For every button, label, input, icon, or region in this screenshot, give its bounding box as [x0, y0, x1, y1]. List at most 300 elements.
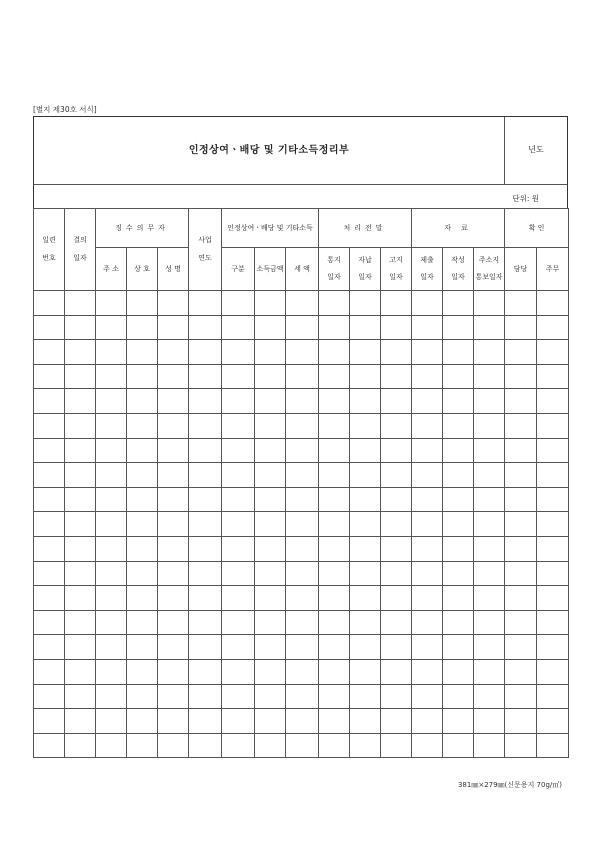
- entry-cell[interactable]: [189, 561, 222, 586]
- entry-cell[interactable]: [158, 340, 189, 365]
- entry-cell[interactable]: [505, 463, 537, 488]
- entry-cell[interactable]: [412, 487, 443, 512]
- entry-cell[interactable]: [65, 635, 96, 660]
- entry-cell[interactable]: [505, 438, 537, 463]
- entry-cell[interactable]: [65, 512, 96, 537]
- entry-cell[interactable]: [474, 413, 505, 438]
- entry-cell[interactable]: [474, 487, 505, 512]
- entry-cell[interactable]: [474, 512, 505, 537]
- entry-cell[interactable]: [34, 512, 65, 537]
- entry-cell[interactable]: [127, 413, 158, 438]
- entry-cell[interactable]: [189, 610, 222, 635]
- entry-cell[interactable]: [96, 659, 127, 684]
- entry-cell[interactable]: [127, 733, 158, 758]
- entry-cell[interactable]: [255, 389, 286, 414]
- entry-cell[interactable]: [381, 364, 412, 389]
- entry-cell[interactable]: [443, 586, 474, 611]
- entry-cell[interactable]: [443, 635, 474, 660]
- entry-cell[interactable]: [443, 659, 474, 684]
- entry-cell[interactable]: [96, 586, 127, 611]
- entry-cell[interactable]: [381, 315, 412, 340]
- entry-cell[interactable]: [350, 610, 381, 635]
- entry-cell[interactable]: [222, 389, 255, 414]
- entry-cell[interactable]: [158, 659, 189, 684]
- entry-cell[interactable]: [65, 364, 96, 389]
- entry-cell[interactable]: [255, 709, 286, 734]
- entry-cell[interactable]: [158, 463, 189, 488]
- entry-cell[interactable]: [286, 364, 319, 389]
- entry-cell[interactable]: [443, 561, 474, 586]
- entry-cell[interactable]: [189, 438, 222, 463]
- entry-cell[interactable]: [350, 463, 381, 488]
- entry-cell[interactable]: [34, 536, 65, 561]
- entry-cell[interactable]: [65, 684, 96, 709]
- entry-cell[interactable]: [189, 709, 222, 734]
- entry-cell[interactable]: [34, 340, 65, 365]
- entry-cell[interactable]: [443, 536, 474, 561]
- entry-cell[interactable]: [537, 536, 569, 561]
- entry-cell[interactable]: [65, 610, 96, 635]
- entry-cell[interactable]: [443, 512, 474, 537]
- entry-cell[interactable]: [34, 659, 65, 684]
- entry-cell[interactable]: [319, 315, 350, 340]
- entry-cell[interactable]: [537, 709, 569, 734]
- entry-cell[interactable]: [381, 684, 412, 709]
- entry-cell[interactable]: [319, 512, 350, 537]
- entry-cell[interactable]: [222, 315, 255, 340]
- entry-cell[interactable]: [381, 586, 412, 611]
- entry-cell[interactable]: [319, 340, 350, 365]
- entry-cell[interactable]: [96, 635, 127, 660]
- entry-cell[interactable]: [443, 610, 474, 635]
- entry-cell[interactable]: [319, 364, 350, 389]
- entry-cell[interactable]: [474, 684, 505, 709]
- year-cell[interactable]: [504, 117, 567, 185]
- entry-cell[interactable]: [65, 586, 96, 611]
- entry-cell[interactable]: [474, 463, 505, 488]
- entry-cell[interactable]: [189, 315, 222, 340]
- entry-cell[interactable]: [286, 487, 319, 512]
- entry-cell[interactable]: [537, 389, 569, 414]
- entry-cell[interactable]: [158, 512, 189, 537]
- entry-cell[interactable]: [96, 364, 127, 389]
- entry-cell[interactable]: [255, 635, 286, 660]
- entry-cell[interactable]: [286, 586, 319, 611]
- entry-cell[interactable]: [255, 561, 286, 586]
- entry-cell[interactable]: [34, 413, 65, 438]
- entry-cell[interactable]: [474, 340, 505, 365]
- entry-cell[interactable]: [255, 610, 286, 635]
- entry-cell[interactable]: [222, 709, 255, 734]
- entry-cell[interactable]: [474, 438, 505, 463]
- entry-cell[interactable]: [319, 659, 350, 684]
- entry-cell[interactable]: [319, 733, 350, 758]
- entry-cell[interactable]: [381, 561, 412, 586]
- entry-cell[interactable]: [319, 291, 350, 316]
- entry-cell[interactable]: [350, 733, 381, 758]
- entry-cell[interactable]: [222, 364, 255, 389]
- entry-cell[interactable]: [350, 512, 381, 537]
- entry-cell[interactable]: [65, 536, 96, 561]
- entry-cell[interactable]: [255, 364, 286, 389]
- entry-cell[interactable]: [381, 610, 412, 635]
- entry-cell[interactable]: [319, 413, 350, 438]
- entry-cell[interactable]: [443, 389, 474, 414]
- entry-cell[interactable]: [96, 389, 127, 414]
- entry-cell[interactable]: [286, 659, 319, 684]
- entry-cell[interactable]: [505, 561, 537, 586]
- entry-cell[interactable]: [34, 709, 65, 734]
- entry-cell[interactable]: [505, 291, 537, 316]
- entry-cell[interactable]: [474, 659, 505, 684]
- entry-cell[interactable]: [127, 463, 158, 488]
- entry-cell[interactable]: [158, 709, 189, 734]
- entry-cell[interactable]: [127, 438, 158, 463]
- entry-cell[interactable]: [255, 659, 286, 684]
- entry-cell[interactable]: [381, 487, 412, 512]
- entry-cell[interactable]: [412, 561, 443, 586]
- entry-cell[interactable]: [255, 438, 286, 463]
- entry-cell[interactable]: [65, 389, 96, 414]
- entry-cell[interactable]: [96, 709, 127, 734]
- entry-cell[interactable]: [474, 315, 505, 340]
- entry-cell[interactable]: [474, 610, 505, 635]
- entry-cell[interactable]: [189, 733, 222, 758]
- entry-cell[interactable]: [222, 463, 255, 488]
- entry-cell[interactable]: [412, 610, 443, 635]
- entry-cell[interactable]: [505, 659, 537, 684]
- entry-cell[interactable]: [537, 659, 569, 684]
- entry-cell[interactable]: [65, 463, 96, 488]
- entry-cell[interactable]: [286, 561, 319, 586]
- entry-cell[interactable]: [350, 659, 381, 684]
- entry-cell[interactable]: [158, 487, 189, 512]
- entry-cell[interactable]: [350, 389, 381, 414]
- entry-cell[interactable]: [34, 438, 65, 463]
- entry-cell[interactable]: [412, 389, 443, 414]
- entry-cell[interactable]: [127, 315, 158, 340]
- entry-cell[interactable]: [127, 512, 158, 537]
- entry-cell[interactable]: [537, 586, 569, 611]
- entry-cell[interactable]: [505, 635, 537, 660]
- entry-cell[interactable]: [286, 635, 319, 660]
- entry-cell[interactable]: [127, 561, 158, 586]
- entry-cell[interactable]: [412, 463, 443, 488]
- entry-cell[interactable]: [34, 487, 65, 512]
- entry-cell[interactable]: [443, 291, 474, 316]
- entry-cell[interactable]: [537, 512, 569, 537]
- entry-cell[interactable]: [127, 487, 158, 512]
- entry-cell[interactable]: [319, 709, 350, 734]
- entry-cell[interactable]: [443, 413, 474, 438]
- entry-cell[interactable]: [381, 536, 412, 561]
- entry-cell[interactable]: [505, 487, 537, 512]
- entry-cell[interactable]: [319, 389, 350, 414]
- entry-cell[interactable]: [350, 438, 381, 463]
- entry-cell[interactable]: [255, 733, 286, 758]
- entry-cell[interactable]: [34, 586, 65, 611]
- entry-cell[interactable]: [537, 340, 569, 365]
- entry-cell[interactable]: [537, 610, 569, 635]
- entry-cell[interactable]: [222, 487, 255, 512]
- entry-cell[interactable]: [474, 709, 505, 734]
- entry-cell[interactable]: [505, 733, 537, 758]
- entry-cell[interactable]: [412, 586, 443, 611]
- entry-cell[interactable]: [505, 512, 537, 537]
- entry-cell[interactable]: [412, 364, 443, 389]
- entry-cell[interactable]: [381, 340, 412, 365]
- entry-cell[interactable]: [381, 709, 412, 734]
- entry-cell[interactable]: [127, 389, 158, 414]
- entry-cell[interactable]: [127, 364, 158, 389]
- entry-cell[interactable]: [127, 709, 158, 734]
- entry-cell[interactable]: [537, 684, 569, 709]
- entry-cell[interactable]: [286, 536, 319, 561]
- entry-cell[interactable]: [350, 586, 381, 611]
- entry-cell[interactable]: [319, 438, 350, 463]
- entry-cell[interactable]: [286, 340, 319, 365]
- entry-cell[interactable]: [65, 315, 96, 340]
- entry-cell[interactable]: [34, 561, 65, 586]
- entry-cell[interactable]: [443, 463, 474, 488]
- entry-cell[interactable]: [158, 438, 189, 463]
- entry-cell[interactable]: [286, 438, 319, 463]
- entry-cell[interactable]: [350, 684, 381, 709]
- entry-cell[interactable]: [222, 340, 255, 365]
- entry-cell[interactable]: [286, 709, 319, 734]
- entry-cell[interactable]: [474, 364, 505, 389]
- entry-cell[interactable]: [443, 315, 474, 340]
- entry-cell[interactable]: [96, 512, 127, 537]
- entry-cell[interactable]: [255, 340, 286, 365]
- entry-cell[interactable]: [537, 291, 569, 316]
- entry-cell[interactable]: [537, 364, 569, 389]
- entry-cell[interactable]: [96, 536, 127, 561]
- entry-cell[interactable]: [319, 463, 350, 488]
- entry-cell[interactable]: [319, 561, 350, 586]
- entry-cell[interactable]: [255, 586, 286, 611]
- entry-cell[interactable]: [537, 463, 569, 488]
- entry-cell[interactable]: [158, 536, 189, 561]
- entry-cell[interactable]: [34, 315, 65, 340]
- entry-cell[interactable]: [158, 413, 189, 438]
- entry-cell[interactable]: [505, 389, 537, 414]
- entry-cell[interactable]: [319, 684, 350, 709]
- entry-cell[interactable]: [96, 463, 127, 488]
- entry-cell[interactable]: [537, 438, 569, 463]
- entry-cell[interactable]: [189, 364, 222, 389]
- entry-cell[interactable]: [412, 291, 443, 316]
- entry-cell[interactable]: [127, 291, 158, 316]
- entry-cell[interactable]: [443, 487, 474, 512]
- entry-cell[interactable]: [286, 684, 319, 709]
- entry-cell[interactable]: [412, 315, 443, 340]
- entry-cell[interactable]: [127, 684, 158, 709]
- entry-cell[interactable]: [505, 610, 537, 635]
- entry-cell[interactable]: [255, 291, 286, 316]
- entry-cell[interactable]: [222, 413, 255, 438]
- entry-cell[interactable]: [255, 487, 286, 512]
- entry-cell[interactable]: [65, 340, 96, 365]
- entry-cell[interactable]: [474, 561, 505, 586]
- entry-cell[interactable]: [222, 586, 255, 611]
- entry-cell[interactable]: [158, 364, 189, 389]
- entry-cell[interactable]: [412, 438, 443, 463]
- entry-cell[interactable]: [189, 389, 222, 414]
- entry-cell[interactable]: [319, 536, 350, 561]
- entry-cell[interactable]: [474, 586, 505, 611]
- entry-cell[interactable]: [158, 684, 189, 709]
- entry-cell[interactable]: [189, 635, 222, 660]
- entry-cell[interactable]: [412, 413, 443, 438]
- entry-cell[interactable]: [65, 438, 96, 463]
- entry-cell[interactable]: [34, 463, 65, 488]
- entry-cell[interactable]: [255, 463, 286, 488]
- entry-cell[interactable]: [96, 610, 127, 635]
- entry-cell[interactable]: [412, 536, 443, 561]
- entry-cell[interactable]: [537, 561, 569, 586]
- entry-cell[interactable]: [412, 659, 443, 684]
- entry-cell[interactable]: [412, 684, 443, 709]
- entry-cell[interactable]: [189, 586, 222, 611]
- entry-cell[interactable]: [189, 463, 222, 488]
- entry-cell[interactable]: [412, 512, 443, 537]
- entry-cell[interactable]: [505, 340, 537, 365]
- entry-cell[interactable]: [505, 709, 537, 734]
- entry-cell[interactable]: [65, 487, 96, 512]
- entry-cell[interactable]: [158, 610, 189, 635]
- entry-cell[interactable]: [286, 315, 319, 340]
- entry-cell[interactable]: [222, 512, 255, 537]
- entry-cell[interactable]: [350, 487, 381, 512]
- entry-cell[interactable]: [189, 659, 222, 684]
- entry-cell[interactable]: [350, 709, 381, 734]
- entry-cell[interactable]: [505, 684, 537, 709]
- entry-cell[interactable]: [65, 561, 96, 586]
- entry-cell[interactable]: [412, 709, 443, 734]
- entry-cell[interactable]: [222, 561, 255, 586]
- entry-cell[interactable]: [443, 340, 474, 365]
- entry-cell[interactable]: [537, 635, 569, 660]
- entry-cell[interactable]: [286, 610, 319, 635]
- entry-cell[interactable]: [443, 709, 474, 734]
- entry-cell[interactable]: [505, 315, 537, 340]
- entry-cell[interactable]: [255, 413, 286, 438]
- entry-cell[interactable]: [96, 487, 127, 512]
- entry-cell[interactable]: [127, 610, 158, 635]
- entry-cell[interactable]: [381, 413, 412, 438]
- entry-cell[interactable]: [381, 733, 412, 758]
- entry-cell[interactable]: [222, 291, 255, 316]
- entry-cell[interactable]: [189, 536, 222, 561]
- entry-cell[interactable]: [286, 512, 319, 537]
- entry-cell[interactable]: [222, 684, 255, 709]
- entry-cell[interactable]: [474, 389, 505, 414]
- entry-cell[interactable]: [255, 512, 286, 537]
- entry-cell[interactable]: [474, 291, 505, 316]
- entry-cell[interactable]: [286, 463, 319, 488]
- entry-cell[interactable]: [443, 733, 474, 758]
- entry-cell[interactable]: [158, 561, 189, 586]
- entry-cell[interactable]: [222, 635, 255, 660]
- entry-cell[interactable]: [443, 684, 474, 709]
- entry-cell[interactable]: [505, 586, 537, 611]
- entry-cell[interactable]: [381, 659, 412, 684]
- entry-cell[interactable]: [127, 536, 158, 561]
- entry-cell[interactable]: [189, 413, 222, 438]
- entry-cell[interactable]: [127, 659, 158, 684]
- entry-cell[interactable]: [319, 586, 350, 611]
- entry-cell[interactable]: [381, 291, 412, 316]
- entry-cell[interactable]: [474, 733, 505, 758]
- entry-cell[interactable]: [189, 487, 222, 512]
- entry-cell[interactable]: [96, 315, 127, 340]
- entry-cell[interactable]: [34, 291, 65, 316]
- entry-cell[interactable]: [381, 463, 412, 488]
- entry-cell[interactable]: [350, 635, 381, 660]
- entry-cell[interactable]: [222, 536, 255, 561]
- entry-cell[interactable]: [189, 340, 222, 365]
- entry-cell[interactable]: [537, 315, 569, 340]
- entry-cell[interactable]: [65, 659, 96, 684]
- entry-cell[interactable]: [537, 733, 569, 758]
- entry-cell[interactable]: [381, 512, 412, 537]
- entry-cell[interactable]: [286, 733, 319, 758]
- entry-cell[interactable]: [96, 291, 127, 316]
- entry-cell[interactable]: [474, 635, 505, 660]
- entry-cell[interactable]: [537, 413, 569, 438]
- entry-cell[interactable]: [34, 684, 65, 709]
- entry-cell[interactable]: [127, 586, 158, 611]
- entry-cell[interactable]: [350, 413, 381, 438]
- entry-cell[interactable]: [255, 536, 286, 561]
- entry-cell[interactable]: [412, 340, 443, 365]
- entry-cell[interactable]: [537, 487, 569, 512]
- entry-cell[interactable]: [412, 733, 443, 758]
- entry-cell[interactable]: [350, 561, 381, 586]
- entry-cell[interactable]: [222, 733, 255, 758]
- entry-cell[interactable]: [222, 438, 255, 463]
- entry-cell[interactable]: [158, 635, 189, 660]
- entry-cell[interactable]: [319, 635, 350, 660]
- entry-cell[interactable]: [189, 684, 222, 709]
- entry-cell[interactable]: [350, 536, 381, 561]
- entry-cell[interactable]: [158, 389, 189, 414]
- entry-cell[interactable]: [65, 709, 96, 734]
- entry-cell[interactable]: [65, 733, 96, 758]
- entry-cell[interactable]: [158, 315, 189, 340]
- entry-cell[interactable]: [505, 364, 537, 389]
- entry-cell[interactable]: [505, 413, 537, 438]
- entry-cell[interactable]: [34, 635, 65, 660]
- entry-cell[interactable]: [350, 340, 381, 365]
- entry-cell[interactable]: [158, 733, 189, 758]
- entry-cell[interactable]: [96, 413, 127, 438]
- entry-cell[interactable]: [189, 512, 222, 537]
- entry-cell[interactable]: [158, 586, 189, 611]
- entry-cell[interactable]: [222, 610, 255, 635]
- entry-cell[interactable]: [127, 340, 158, 365]
- entry-cell[interactable]: [286, 413, 319, 438]
- entry-cell[interactable]: [443, 438, 474, 463]
- entry-cell[interactable]: [350, 315, 381, 340]
- entry-cell[interactable]: [255, 315, 286, 340]
- entry-cell[interactable]: [96, 684, 127, 709]
- entry-cell[interactable]: [319, 487, 350, 512]
- entry-cell[interactable]: [286, 291, 319, 316]
- entry-cell[interactable]: [319, 610, 350, 635]
- entry-cell[interactable]: [65, 413, 96, 438]
